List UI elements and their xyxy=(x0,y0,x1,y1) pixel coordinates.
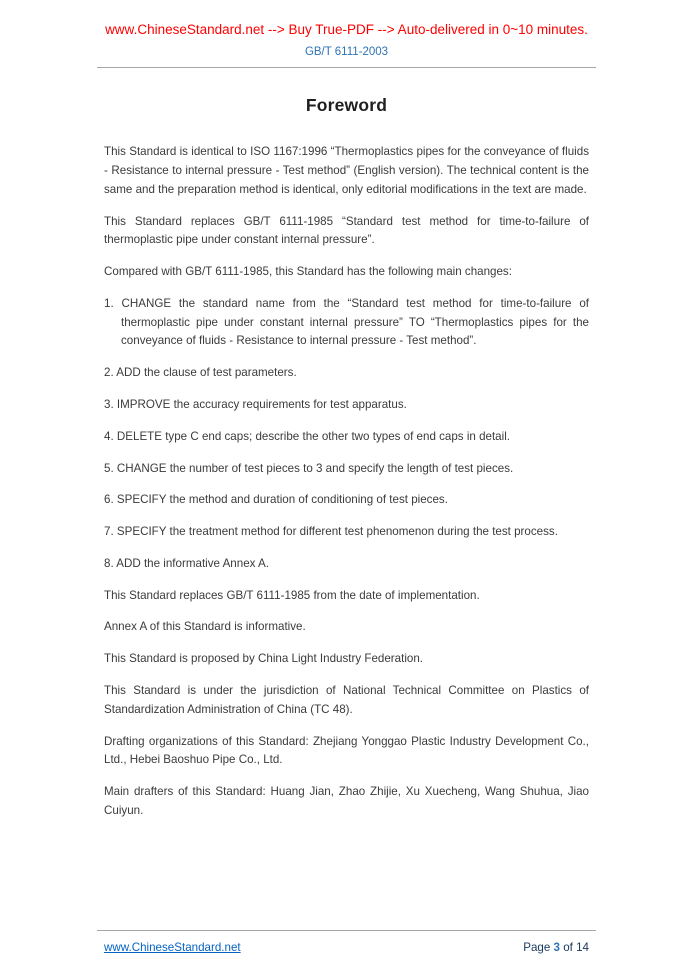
page-label-prefix: Page xyxy=(523,941,554,954)
paragraph: This Standard is proposed by China Light Industry Federation. xyxy=(104,652,424,666)
document-body xyxy=(97,143,596,834)
paragraph: Main drafters of this Standard: Huang Jian, Zhao Zhijie, Xu Xuecheng, Wang Shuhua, Jiao Cuiyun. xyxy=(104,785,589,817)
page-title: Foreword xyxy=(305,95,388,116)
paragraph: Annex A of this Standard is informative. xyxy=(104,620,306,634)
paragraph: This Standard replaces GB/T 6111-1985 from the date of implementation. xyxy=(104,588,480,602)
change-item: 2. ADD the clause of test parameters. xyxy=(104,366,297,380)
purchase-banner: www.ChineseStandard.net --> Buy True-PDF --> Auto-delivered in 0~10 minutes. xyxy=(105,22,588,37)
site-link[interactable]: www.ChineseStandard.net xyxy=(104,941,241,954)
footer-divider xyxy=(97,930,596,931)
page-indicator xyxy=(523,941,589,954)
paragraph: Compared with GB/T 6111-1985, this Standard has the following main changes: xyxy=(104,265,512,279)
change-item: 4. DELETE type C end caps; describe the other two types of end caps in detail. xyxy=(104,429,511,443)
paragraph: This Standard replaces GB/T 6111-1985 “Standard test method for time-to-failure of thermoplastic pipe under constant internal pressure”. xyxy=(104,214,589,247)
change-item: 1. CHANGE the standard name from the “Standard test method for time-to-failure of thermoplastic pipe under constant internal pressure” TO “Thermoplastics pipes for the conveyance of fluids - Resistance to internal pressure - Test method”. xyxy=(104,296,589,348)
change-item: 3. IMPROVE the accuracy requirements for test apparatus. xyxy=(104,398,407,411)
header-divider xyxy=(97,67,596,68)
change-item: 5. CHANGE the number of test pieces to 3 and specify the length of test pieces. xyxy=(104,461,514,475)
change-item: 6. SPECIFY the method and duration of conditioning of test pieces. xyxy=(104,493,448,507)
change-item: 7. SPECIFY the treatment method for different test phenomenon during the test process. xyxy=(104,525,558,539)
standard-code: GB/T 6111-2003 xyxy=(304,46,389,59)
paragraph: This Standard is under the jurisdiction of National Technical Committee on Plastics of Standardization Administration of China (TC 48). xyxy=(104,684,589,716)
page-label-suffix: of 14 xyxy=(559,941,589,954)
page-number: 3 xyxy=(553,941,560,954)
paragraph: This Standard is identical to ISO 1167:1996 “Thermoplastics pipes for the conveyance of fluids - Resistance to internal pressure - Test method” (English version). The technical content is the same and the preparation method is identical, only editorial modifications in the text are made. xyxy=(104,145,589,196)
page-footer xyxy=(97,921,596,980)
paragraph: Drafting organizations of this Standard: Zhejiang Yonggao Plastic Industry Development Co., Ltd., Hebei Baoshuo Pipe Co., Ltd. xyxy=(104,734,589,767)
change-item: 8. ADD the informative Annex A. xyxy=(104,556,269,570)
